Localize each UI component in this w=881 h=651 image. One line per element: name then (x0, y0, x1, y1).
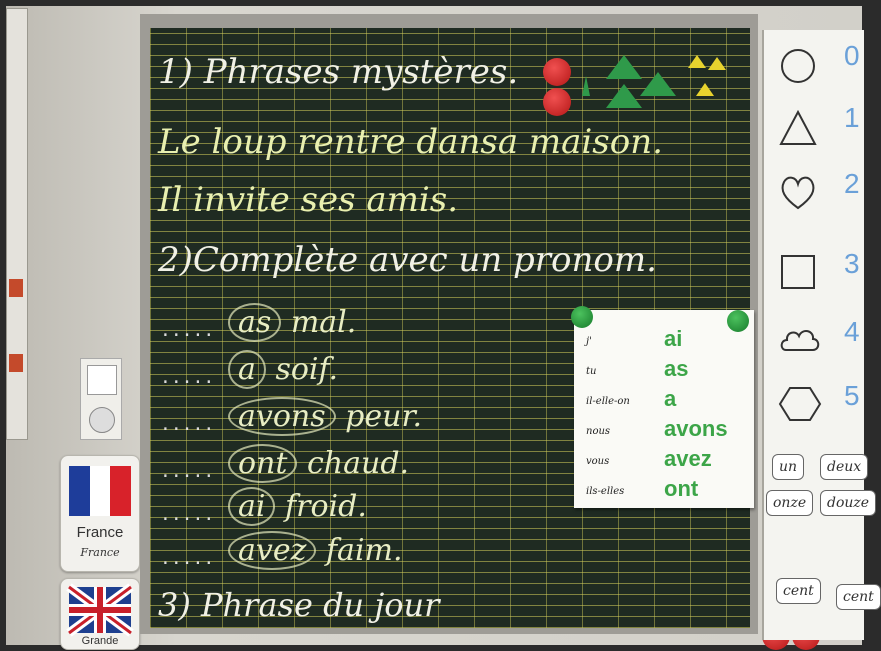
verb-answer: a (228, 350, 266, 389)
row-rest: froid. (285, 489, 367, 524)
france-script-label: France (80, 546, 120, 559)
number-word-card: deux (820, 454, 868, 480)
verb-answer: as (228, 303, 281, 342)
exercise-row (228, 489, 367, 524)
number-word-card: douze (820, 490, 876, 516)
heart-icon (778, 172, 818, 212)
light-switch (87, 365, 117, 395)
cloud-icon (778, 320, 822, 360)
verb-answer: ont (228, 444, 297, 483)
conjugation-row (574, 474, 754, 504)
number-label: 0 (844, 40, 860, 71)
number-word-card: un (772, 454, 804, 480)
triangle-magnet-icon (696, 83, 714, 96)
board-title: 1) Phrases mystères. (158, 52, 519, 92)
poster-tile (9, 354, 23, 372)
wall-socket (80, 358, 122, 440)
verb-form: avez (664, 446, 712, 471)
triangle-icon (778, 108, 818, 148)
uk-flag-card (60, 578, 140, 650)
red-magnet (543, 58, 571, 86)
number-word-card: cent (776, 578, 821, 604)
verb-answer: ai (228, 487, 275, 526)
conjugation-sheet (574, 310, 754, 508)
conjugation-row (574, 384, 754, 414)
pronoun: il-elle-on (586, 396, 630, 407)
green-pin-icon (571, 306, 593, 328)
triangle-magnet-icon (640, 72, 676, 96)
conjugation-row (574, 444, 754, 474)
row-rest: chaud. (307, 446, 410, 481)
square-icon (778, 252, 818, 292)
poster-tile (9, 279, 23, 297)
verb-form: ont (664, 476, 699, 501)
verb-form: as (664, 356, 689, 381)
conjugation-row (574, 354, 754, 384)
number-word-card: cent (836, 584, 881, 610)
green-pin-icon (727, 310, 749, 332)
row-rest: soif. (275, 352, 339, 387)
conjugation-row (574, 414, 754, 444)
mystery-sentence-1: Le loup rentre dansa maison. (158, 122, 663, 162)
verb-form: avons (664, 416, 728, 441)
exercise-row (228, 446, 409, 481)
pronoun: ils-elles (586, 486, 625, 497)
pronoun: tu (586, 366, 597, 377)
blank-dots: ..... (160, 320, 215, 341)
number-label: 3 (844, 248, 860, 279)
verb-form: a (664, 386, 677, 411)
exercise-row (228, 305, 356, 340)
mystery-sentence-2: Il invite ses amis. (158, 180, 459, 220)
row-rest: peur. (345, 399, 423, 434)
red-magnet (543, 88, 571, 116)
triangle-magnet-icon (606, 55, 642, 79)
exercise-row (228, 399, 422, 434)
exercise-title: 2)Complète avec un pronom. (158, 240, 657, 280)
exercise-row (228, 533, 403, 568)
number-label: 5 (844, 380, 860, 411)
pronoun: vous (586, 456, 610, 467)
blank-dots: ..... (160, 504, 215, 525)
power-outlet (89, 407, 115, 433)
triangle-magnet-icon (582, 76, 590, 96)
row-rest: mal. (290, 305, 357, 340)
verb-answer: avez (228, 531, 316, 570)
verb-answer: avons (228, 397, 336, 436)
triangle-magnet-icon (688, 55, 706, 68)
circle-icon (778, 46, 818, 86)
france-flag-card (60, 455, 140, 572)
blank-dots: ..... (160, 548, 215, 569)
france-flag-icon (69, 466, 131, 516)
triangle-magnet-icon (708, 57, 726, 70)
number-label: 4 (844, 316, 860, 347)
france-label: France (76, 524, 124, 541)
blank-dots: ..... (160, 367, 215, 388)
number-label: 1 (844, 102, 860, 133)
blank-dots: ..... (160, 414, 215, 435)
verb-form: ai (664, 326, 683, 351)
number-word-card: onze (766, 490, 813, 516)
left-poster-strip (6, 8, 28, 440)
exercise-row (228, 352, 338, 387)
pronoun: nous (586, 426, 611, 437)
blank-dots: ..... (160, 461, 215, 482)
uk-flag-icon (69, 587, 131, 633)
triangle-magnet-icon (606, 84, 642, 108)
number-shape-panel (762, 30, 874, 640)
uk-label: Grande (81, 635, 119, 647)
number-label: 2 (844, 168, 860, 199)
hexagon-icon (778, 384, 822, 424)
pronoun: j' (586, 336, 592, 347)
row-rest: faim. (325, 533, 403, 568)
conjugation-row (574, 324, 754, 354)
phrase-du-jour-title: 3) Phrase du jour (158, 586, 440, 624)
